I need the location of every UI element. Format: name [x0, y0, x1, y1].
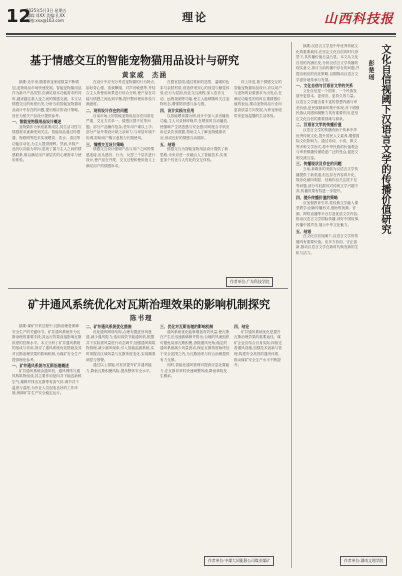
- article-subhead: 四、提升传播价值的策略: [296, 195, 338, 201]
- header-info-line: 编辑:刘XX 美编:孔XX: [26, 13, 65, 19]
- article-subhead: 三、情感交互设计策略: [86, 141, 124, 147]
- article-column: 摘要:汉语言文学是中华优秀传统文化的重要载体,在坚定文化自信的时代背景下,其传播价值日益凸显。本文从文化自信的内涵出发,分析汉语言文学传播的现实意义,探讨当前传播中存在的问题,并提出相应的优化策略,以期推动汉语言文学更好地传承与发展。 一、文化自信与汉语言文学的关系 文化自信是一个国家、一个民族发展中更基本、更深沉、更持久的力量。汉语言文学蕴含着丰富的思想内涵与审美价值,是民族精神的集中体现,对于增强民族认同感和凝聚力具有重要作用,是坚定文化自信的重要基础与源泉。 二、汉语言文学的传播价值 汉语言文学的传播有助于传承中华优秀传统文化,提升国民人文素养,增强国际文化影响力。通过诗词、小说、散文等多种文学形式,将中华民族的价值观念与审美情趣传递给更广泛的受众,促进文明交流互鉴。 三、传播现状及存在的问题 当前,新媒体的发展为汉语言文学传播提供了新渠道,但也存在内容碎片化、娱乐化倾向明显、经典作品关注度不足等问题,部分年轻群体对传统文学兴趣不高,传播效果有待进一步提升。 四、提升传播价值的策略 应加强教育引导,将经典文学融入课堂教学;创新传播形式,借助短视频、音频、网络直播等平台打造优质文学内容;推动汉语言文学国际传播,讲好中国故事,传播中国声音,展示中华文化魅力。 五、结语 在文化自信视阈下,汉语言文学的传播具有重要价值。应多方协同、守正创新,推动汉语言文学在新时代焕发新的生机与活力。: [296, 44, 360, 255]
- article-subhead: 四、设计实践与应用: [160, 107, 195, 113]
- page-header: [6, 6, 396, 34]
- article-subhead: 四、结论: [234, 324, 250, 329]
- article-author: 黄家威 杰涵: [122, 71, 167, 79]
- masthead-logo: 山西科技报: [323, 12, 394, 27]
- article-column: 摘要:煤矿开采过程中,瓦斯治理是保障安全生产的关键环节。矿井通风系统作为瓦斯治理的重要手段,其运行效果直接影响瓦斯浓度的控制水平。本文分析了矿井通风系统的组成与作用,探讨了通风系统优化措施及其对瓦斯治理效果的影响机制,为煤矿安全生产提供理论参考。 一、矿井通风系统与瓦斯治理概述 矿井通风系统由通风机、通风网络与通风构筑物组成,其主要作用是向井下输送新鲜空气,稀释并排出瓦斯等有害气体,调节井下温度与湿度,为作业人员创造良好的工作环境,保障矿井生产安全稳定运行。: [12, 324, 82, 396]
- header-rule: [6, 33, 396, 35]
- article-subhead: 二、现有设计存在的问题: [86, 107, 128, 113]
- header-rule-thin: [6, 36, 396, 37]
- article-title: 基于情感交互的智能宠物猫用品设计与研究: [30, 54, 239, 67]
- article-subhead: 五、结语: [160, 141, 176, 147]
- article-column: 在感官层面,通过柔和的造型、温暖的色彩与亲肤材质,营造舒适安心的视觉与触觉体验;在行为层面,优化交互流程,加入语音互动、远程视频等功能,使主人能够随时关注宠物状态,增强陪伴感与参与感。 四、设计实践与应用 以智能喂食器为例,设计中加入录音播放功能,主人可录制呼唤声,在喂食时自动播放,使猫咪产生熟悉感与安全感;同时配合手机应用记录饮食数据,帮助主人了解宠物健康状况,形成良好的情感互动循环。 五、结语 情感交互为智能宠物用品设计提供了新思路,未来应进一步融合人工智能技术,实现更加个性化与人性化的交互体验。: [160, 80, 230, 163]
- article-title: 矿井通风系统优化对瓦斯治理效果的影响机制探究: [28, 298, 270, 311]
- header-info-line: 邮箱:xxx@163.com: [26, 18, 64, 24]
- article-subhead: 一、文化自信与汉语言文学的关系: [296, 83, 353, 89]
- article-subhead: 一、智能宠物猫用品设计概述: [12, 119, 62, 125]
- article-column: 三、优化对瓦斯治理的影响机制 通风系统优化能够增加有效风量,使瓦斯在产生后迅速被稀释并排出;合理的风流组织可避免局部瓦斯积聚,消除通风死角;稳定的通风系统减少风量波动,保证瓦斯浓度始终处于安全范围之内,为瓦斯抽采与综合治理提供有力支撑。 同时,智能化通风管理可提高应急处置能力,在瓦斯异常时快速调整风流,降低事故发生概率。: [160, 324, 230, 379]
- article-column: 二、矿井通风系统优化措施 优化通风网络结构,合理布置进回风巷道,减少通风阻力;选用高效节能通风机,根据井下实际需风量进行动态调节;加强通风构筑物管理,减少漏风现象;引入智能监测系统,实时掌握各区域风量与瓦斯浓度变化,实现精准调控与预警。 通过以上措施,可有效提升矿井通风能力,降低瓦斯积聚风险,提高整体安全水平。: [86, 324, 156, 373]
- author-unit: 作者单位:广东科技学院: [226, 277, 273, 287]
- section-title: 理论: [182, 11, 208, 24]
- article-subhead: 二、汉语言文学的传播价值: [296, 122, 342, 128]
- page-number: 12: [6, 6, 32, 27]
- header-info-line: 2025年5月3日 星期五: [26, 8, 67, 13]
- article-author: 彭楚瑶: [367, 60, 374, 81]
- column-divider: [291, 42, 292, 568]
- article-column: 摘要:近年来,随着养宠家庭数量不断增加,宠物用品市场快速发展。智能宠物猫用品作为新兴产品类型,在满足基本功能需求的同时,越来越注重人宠之间的情感交流。本文从情感交互的角度出发,分析当前智能宠物猫用品设计中存在的问题,提出相应的设计策略,旨在为相关产品设计提供参考。 一、智能宠物猫用品设计概述 宠物猫作为家庭重要成员,其生活习性与情感需求逐渐受到关注。智能用品通过传感器、物联网等技术实现喂食、饮水、清洁等功能自动化,为主人提供便利。然而,多数产品仍以功能为导向,忽视了猫与主人之间的情感联系,难以满足用户深层次的心理需求与使用体验。: [12, 80, 82, 163]
- article-column: 四、结论 矿井通风系统优化是提升瓦斯治理效果的重要途径。煤矿企业应结合自身实际,持续完善通风设施,加强技术创新与管理,构建安全高效的通风体系,推动煤矿安全生产水平不断提升。: [234, 324, 282, 368]
- author-unit: 作者单位:中煤大同能源公司煤业煤矿: [204, 556, 274, 566]
- article-subhead: 五、结语: [296, 228, 312, 234]
- author-unit: 作者单位:湖南文理学院: [340, 556, 387, 566]
- article-column: 综上所述,基于情感交互的智能宠物猫用品设计,应以用户与宠物的双重需求为出发点,在满足功能性的同时注重情感价值的表达,推动宠物用品行业向更高质量方向发展,为养宠家庭带来更加温馨的生活体验。: [234, 80, 282, 118]
- article-subhead: 二、矿井通风系统优化措施: [86, 324, 132, 329]
- header-info: [26, 8, 126, 24]
- article-subhead: 三、优化对瓦斯治理的影响机制: [160, 324, 214, 329]
- article-author: 陈书理: [130, 314, 153, 322]
- article-subhead: 三、传播现状及存在的问题: [296, 161, 342, 167]
- article-divider: [8, 288, 288, 289]
- article-column: 在设计中应充分考虑宠物猫的行为特点,如好奇心强、喜欢攀爬、对声音敏感等,并结合主人的使用场景进行综合分析,使产品在功能与情感之间达到平衡,提升整体使用体验与满意度。 二、现有设计存在的问题 目前市场上的智能宠物用品存在同质化严重、交互方式单一、情感反馈不足等问题。部分产品操作复杂,老年用户难以上手;部分产品外观设计缺乏亲和力,与家居环境不协调,影响用户购买意愿与长期使用。 三、情感交互设计策略 情感交互设计强调产品与用户之间的情感连接,应从感官、行为、反思三个层次进行设计,使产品在外观、交互过程和使用意义上满足用户的情感诉求。: [86, 80, 156, 168]
- article-title: 文化自信视阈下汉语言文学的传播价值研究: [379, 44, 390, 234]
- article-subhead: 一、矿井通风系统与瓦斯治理概述: [12, 363, 69, 369]
